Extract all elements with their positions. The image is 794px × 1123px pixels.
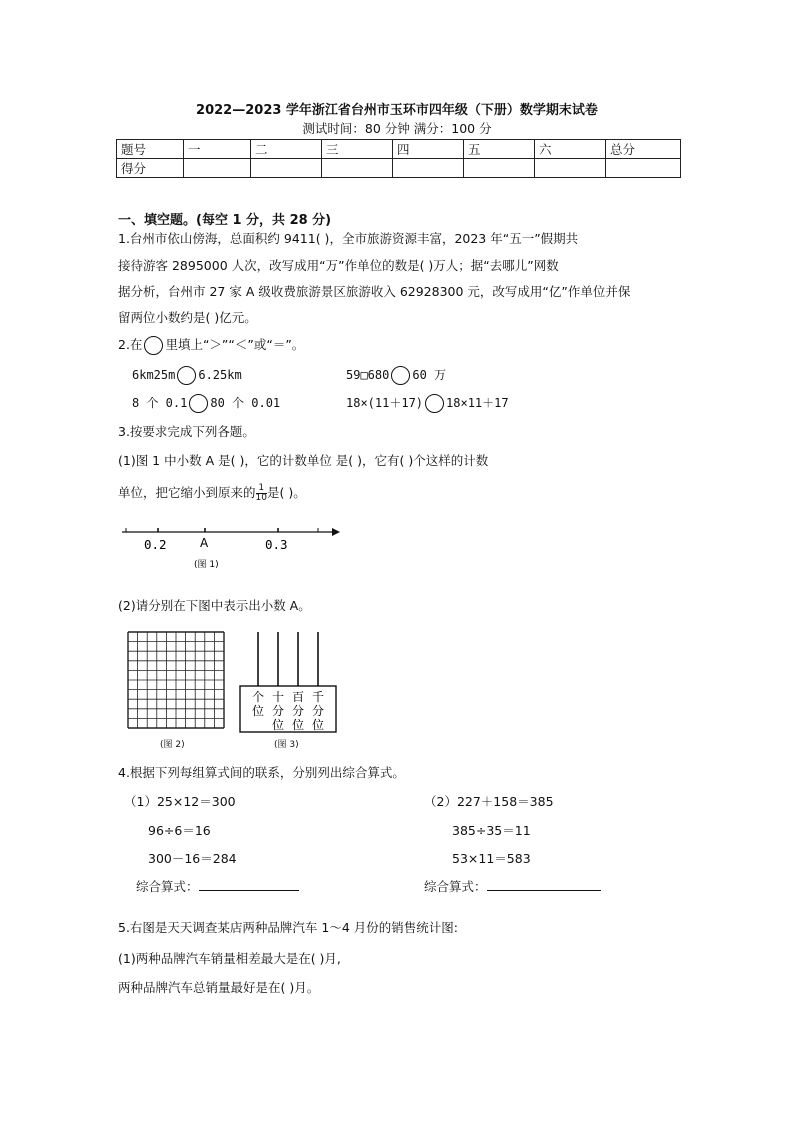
table-cell: 总分 bbox=[606, 140, 681, 159]
q2-right: 18×11＋17 bbox=[446, 396, 509, 410]
place-label-hundredths: 百 分 位 bbox=[292, 690, 305, 732]
q1-line-1: 1.台州市依山傍海，总面积约 9411( )，全市旅游资源丰富，2023 年“五一”假期共 bbox=[118, 231, 579, 246]
answer-circle[interactable] bbox=[425, 394, 444, 413]
score-input-cell[interactable] bbox=[184, 159, 251, 178]
q5-part2: 两种品牌汽车总销量最好是在( )月。 bbox=[118, 980, 320, 995]
number-line-figure bbox=[118, 522, 343, 572]
q4-g2-answer bbox=[424, 881, 601, 894]
score-input-cell[interactable] bbox=[251, 159, 322, 178]
table-cell: 二 bbox=[251, 140, 322, 159]
score-input-cell[interactable] bbox=[393, 159, 464, 178]
q3-stem: 3.按要求完成下列各题。 bbox=[118, 424, 255, 439]
number-line-label: 0.3 bbox=[265, 537, 288, 552]
hundred-grid[interactable] bbox=[127, 631, 225, 729]
table-cell: 六 bbox=[535, 140, 606, 159]
score-table-score-row bbox=[117, 159, 681, 178]
score-table bbox=[116, 139, 681, 178]
arrow-icon bbox=[332, 528, 340, 536]
q4-stem: 4.根据下列每组算式间的联系，分别列出综合算式。 bbox=[118, 765, 405, 780]
exam-title: 2022—2023 学年浙江省台州市玉环市四年级（下册）数学期末试卷 bbox=[196, 103, 598, 118]
fraction-denominator: 10 bbox=[255, 493, 267, 503]
answer-blank[interactable] bbox=[487, 890, 601, 891]
q3-part2: (2)请分别在下图中表示出小数 A。 bbox=[118, 598, 311, 613]
figure-caption: (图 1) bbox=[194, 560, 219, 570]
place-value-abacus bbox=[236, 630, 346, 736]
q2-right: 60 万 bbox=[412, 368, 447, 382]
figure-caption: (图 3) bbox=[274, 740, 299, 750]
q2-item bbox=[132, 366, 242, 385]
q4-g1-answer bbox=[136, 881, 299, 894]
q2-item bbox=[132, 394, 280, 413]
number-line-point-label: A bbox=[200, 536, 209, 550]
section-heading: 一、填空题。(每空 1 分，共 28 分) bbox=[118, 213, 332, 228]
figure-2 bbox=[127, 631, 225, 733]
answer-label: 综合算式： bbox=[424, 879, 487, 894]
q5-stem: 5.右图是天天调查某店两种品牌汽车 1～4 月份的销售统计图: bbox=[118, 920, 458, 935]
q2-item bbox=[346, 394, 509, 413]
answer-circle[interactable] bbox=[177, 366, 196, 385]
table-cell: 三 bbox=[322, 140, 393, 159]
answer-circle-icon bbox=[144, 336, 163, 355]
q2-left: 6km25m bbox=[132, 368, 176, 382]
q2-left: 8 个 0.1 bbox=[132, 396, 188, 410]
score-table-header-row bbox=[117, 140, 681, 159]
score-input-cell[interactable] bbox=[464, 159, 535, 178]
q2-left: 59□680 bbox=[346, 368, 390, 382]
q2-right: 6.25km bbox=[198, 368, 242, 382]
table-cell: 题号 bbox=[117, 140, 184, 159]
score-input-cell[interactable] bbox=[322, 159, 393, 178]
figure-caption: (图 2) bbox=[160, 740, 185, 750]
q3-part1-line2 bbox=[118, 484, 306, 503]
answer-blank[interactable] bbox=[199, 890, 299, 891]
q3-text: 单位，把它缩小到原来的 bbox=[118, 485, 256, 500]
q2-right: 80 个 0.01 bbox=[210, 396, 281, 410]
q4-g1-line2: 96÷6＝16 bbox=[148, 823, 211, 838]
place-label-thousandths: 千 分 位 bbox=[312, 690, 325, 732]
fraction-numerator: 1 bbox=[256, 484, 267, 494]
q1-line-4: 留两位小数约是( )亿元。 bbox=[118, 310, 257, 325]
fraction bbox=[256, 484, 267, 503]
q3-text: 是( )。 bbox=[266, 485, 306, 500]
table-cell: 五 bbox=[464, 140, 535, 159]
number-line-label: 0.2 bbox=[144, 537, 167, 552]
q2-stem-end: 里填上“＞”“＜”或“＝”。 bbox=[165, 337, 305, 352]
q2-left: 18×(11＋17) bbox=[346, 396, 424, 410]
table-cell: 四 bbox=[393, 140, 464, 159]
table-cell: 一 bbox=[184, 140, 251, 159]
place-label-ones: 个 位 bbox=[252, 690, 265, 718]
q2-stem-start: 2.在 bbox=[118, 337, 143, 352]
q4-g2-line1: （2）227＋158＝385 bbox=[424, 794, 554, 809]
q2-item bbox=[346, 366, 446, 385]
answer-circle[interactable] bbox=[189, 394, 208, 413]
q4-g1-line3: 300－16＝284 bbox=[148, 851, 237, 866]
table-cell: 得分 bbox=[117, 159, 184, 178]
place-label-tenths: 十 分 位 bbox=[272, 690, 285, 732]
q4-g2-line3: 53×11＝583 bbox=[452, 851, 531, 866]
q4-g2-line2: 385÷35＝11 bbox=[452, 823, 531, 838]
q4-g1-line1: （1）25×12＝300 bbox=[124, 794, 236, 809]
answer-label: 综合算式： bbox=[136, 879, 199, 894]
q1-line-2: 接待游客 2895000 人次，改写成用“万”作单位的数是( )万人；据“去哪儿”网数 bbox=[118, 258, 559, 273]
score-input-cell[interactable] bbox=[535, 159, 606, 178]
score-input-cell[interactable] bbox=[606, 159, 681, 178]
q5-part1: (1)两种品牌汽车销量相差最大是在( )月, bbox=[118, 951, 341, 966]
answer-circle[interactable] bbox=[391, 366, 410, 385]
q1-line-3: 据分析，台州市 27 家 A 级收费旅游景区旅游收入 62928300 元，改写成用“亿”作单位并保 bbox=[118, 284, 631, 299]
q3-part1-line1: (1)图 1 中小数 A 是( )，它的计数单位 是( )，它有( )个这样的计数 bbox=[118, 453, 489, 468]
q2-stem bbox=[118, 336, 304, 355]
exam-subtitle: 测试时间：80 分钟 满分：100 分 bbox=[302, 121, 492, 136]
